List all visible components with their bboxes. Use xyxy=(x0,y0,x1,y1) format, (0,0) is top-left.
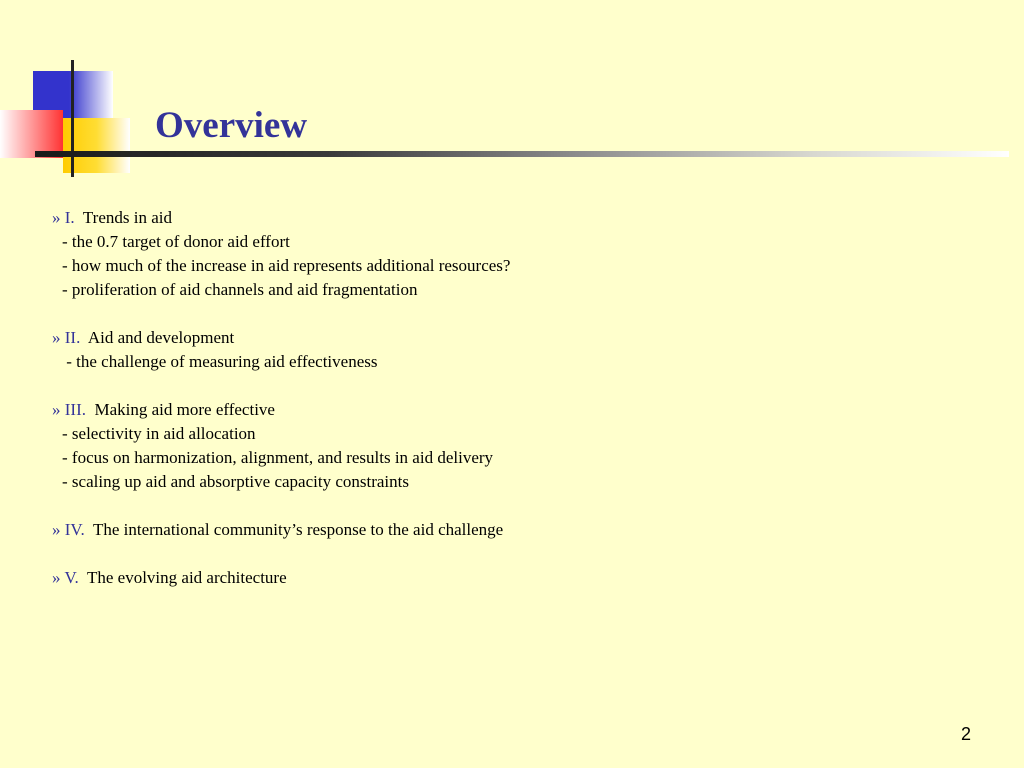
section-marker: » II. xyxy=(52,328,81,347)
section-heading: Trends in aid xyxy=(82,208,172,227)
section-marker: » IV. xyxy=(52,520,85,539)
outline-section-5 xyxy=(52,566,510,590)
section-marker: » III. xyxy=(52,400,86,419)
section-heading: Aid and development xyxy=(87,328,235,347)
section-heading-line xyxy=(52,566,510,590)
section-heading: Making aid more effective xyxy=(94,400,275,419)
outline-section-4 xyxy=(52,518,510,542)
section-heading-line xyxy=(52,326,510,350)
section-heading: The evolving aid architecture xyxy=(86,568,287,587)
outline-section-1 xyxy=(52,206,510,302)
decor-vertical-line xyxy=(71,60,74,177)
section-item: - proliferation of aid channels and aid fragmentation xyxy=(62,280,418,299)
section-heading-line xyxy=(52,398,510,422)
page-number: 2 xyxy=(960,724,971,744)
section-marker: » V. xyxy=(52,568,79,587)
section-item: - how much of the increase in aid represents additional resources? xyxy=(62,256,511,275)
outline-list xyxy=(52,206,510,614)
outline-section-3 xyxy=(52,398,510,494)
title-underline-bar xyxy=(35,151,1009,157)
section-item: - selectivity in aid allocation xyxy=(62,424,256,443)
section-item: - focus on harmonization, alignment, and results in aid delivery xyxy=(62,448,494,467)
section-marker: » I. xyxy=(52,208,75,227)
section-heading-line xyxy=(52,518,510,542)
section-item: - the 0.7 target of donor aid effort xyxy=(62,232,290,251)
section-item: - scaling up aid and absorptive capacity constraints xyxy=(62,472,409,491)
outline-section-2 xyxy=(52,326,510,374)
section-item: - the challenge of measuring aid effectiveness xyxy=(62,352,378,371)
slide-title: Overview xyxy=(155,105,308,146)
section-heading-line xyxy=(52,206,510,230)
section-heading: The international community’s response to the aid challenge xyxy=(92,520,504,539)
